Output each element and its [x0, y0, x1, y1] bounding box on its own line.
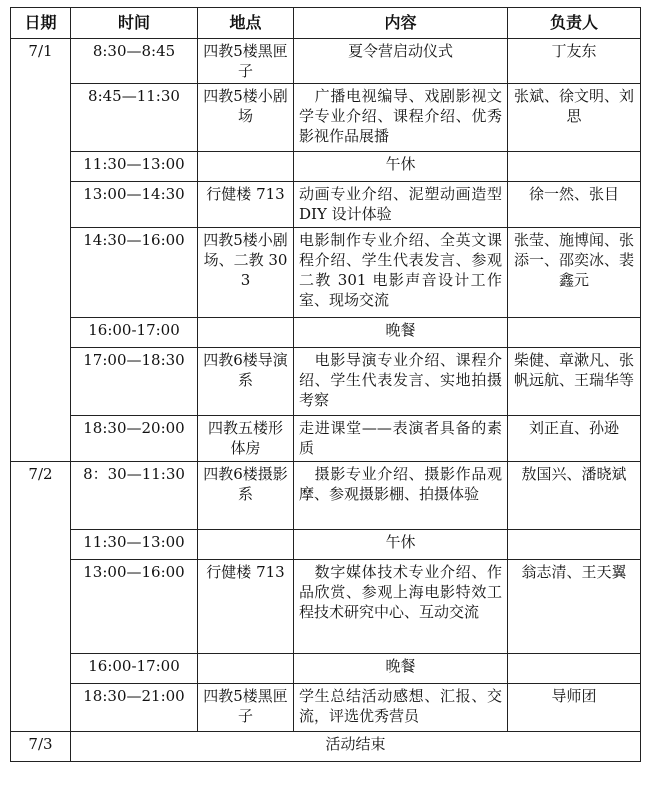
schedule-row — [11, 462, 641, 530]
location-cell: 四教5楼小剧场 — [198, 84, 294, 152]
schedule-row — [11, 39, 641, 84]
person-cell: 翁志清、王天翼 — [508, 560, 641, 654]
closing-text-cell: 活动结束 — [71, 732, 641, 762]
time-cell: 8:45—11:30 — [71, 84, 198, 152]
content-cell: 动画专业介绍、泥塑动画造型 DIY 设计体验 — [294, 182, 508, 228]
header-person: 负责人 — [508, 8, 641, 39]
time-cell: 13:00—16:00 — [71, 560, 198, 654]
schedule-row — [11, 654, 641, 684]
person-cell — [508, 152, 641, 182]
date-cell: 7/1 — [11, 39, 71, 462]
time-cell: 16:00-17:00 — [71, 318, 198, 348]
schedule-row — [11, 560, 641, 654]
time-cell: 8:30—8:45 — [71, 39, 198, 84]
date-cell: 7/2 — [11, 462, 71, 732]
person-cell: 柴健、章漱凡、张帆远航、王瑞华等 — [508, 348, 641, 416]
schedule-row — [11, 182, 641, 228]
schedule-row — [11, 318, 641, 348]
location-cell: 四教5楼黑匣子 — [198, 684, 294, 732]
person-cell: 张斌、徐文明、刘思 — [508, 84, 641, 152]
schedule-row — [11, 530, 641, 560]
content-cell: 午休 — [294, 530, 508, 560]
schedule-row — [11, 84, 641, 152]
time-cell: 18:30—20:00 — [71, 416, 198, 462]
time-cell: 17:00—18:30 — [71, 348, 198, 416]
closing-row — [11, 732, 641, 762]
content-cell: 摄影专业介绍、摄影作品观摩、参观摄影棚、拍摄体验 — [294, 462, 508, 530]
location-cell — [198, 530, 294, 560]
schedule-table — [10, 7, 641, 762]
person-cell: 刘正直、孙逊 — [508, 416, 641, 462]
content-cell: 午休 — [294, 152, 508, 182]
content-cell: 夏令营启动仪式 — [294, 39, 508, 84]
header-time: 时间 — [71, 8, 198, 39]
schedule-row — [11, 684, 641, 732]
location-cell — [198, 152, 294, 182]
person-cell: 张莹、施博闻、张添一、邵奕冰、裴鑫元 — [508, 228, 641, 318]
time-cell: 11:30—13:00 — [71, 530, 198, 560]
location-cell: 行健楼 713 — [198, 182, 294, 228]
content-cell: 数字媒体技术专业介绍、作品欣赏、参观上海电影特效工程技术研究中心、互动交流 — [294, 560, 508, 654]
person-cell — [508, 530, 641, 560]
person-cell — [508, 654, 641, 684]
content-cell: 晚餐 — [294, 654, 508, 684]
location-cell: 行健楼 713 — [198, 560, 294, 654]
time-cell: 8：30—11:30 — [71, 462, 198, 530]
location-cell: 四教5楼黑匣子 — [198, 39, 294, 84]
schedule-document — [10, 7, 641, 762]
header-location: 地点 — [198, 8, 294, 39]
location-cell: 四教5楼小剧场、二教 303 — [198, 228, 294, 318]
content-cell: 电影导演专业介绍、课程介绍、学生代表发言、实地拍摄考察 — [294, 348, 508, 416]
header-row — [11, 8, 641, 39]
header-date: 日期 — [11, 8, 71, 39]
person-cell: 丁友东 — [508, 39, 641, 84]
person-cell: 敖国兴、潘晓斌 — [508, 462, 641, 530]
header-content: 内容 — [294, 8, 508, 39]
time-cell: 18:30—21:00 — [71, 684, 198, 732]
content-cell: 晚餐 — [294, 318, 508, 348]
location-cell: 四教五楼形体房 — [198, 416, 294, 462]
location-cell: 四教6楼摄影系 — [198, 462, 294, 530]
schedule-row — [11, 348, 641, 416]
location-cell — [198, 654, 294, 684]
location-cell — [198, 318, 294, 348]
person-cell: 导师团 — [508, 684, 641, 732]
schedule-body — [11, 39, 641, 762]
person-cell — [508, 318, 641, 348]
content-cell: 广播电视编导、戏剧影视文学专业介绍、课程介绍、优秀影视作品展播 — [294, 84, 508, 152]
time-cell: 13:00—14:30 — [71, 182, 198, 228]
content-cell: 走进课堂——表演者具备的素质 — [294, 416, 508, 462]
closing-date-cell: 7/3 — [11, 732, 71, 762]
location-cell: 四教6楼导演系 — [198, 348, 294, 416]
person-cell: 徐一然、张目 — [508, 182, 641, 228]
time-cell: 11:30—13:00 — [71, 152, 198, 182]
schedule-row — [11, 228, 641, 318]
schedule-row — [11, 152, 641, 182]
content-cell: 电影制作专业介绍、全英文课程介绍、学生代表发言、参观二教 301 电影声音设计工作室、现场交流 — [294, 228, 508, 318]
content-cell: 学生总结活动感想、汇报、交流，评选优秀营员 — [294, 684, 508, 732]
time-cell: 14:30—16:00 — [71, 228, 198, 318]
time-cell: 16:00-17:00 — [71, 654, 198, 684]
schedule-row — [11, 416, 641, 462]
